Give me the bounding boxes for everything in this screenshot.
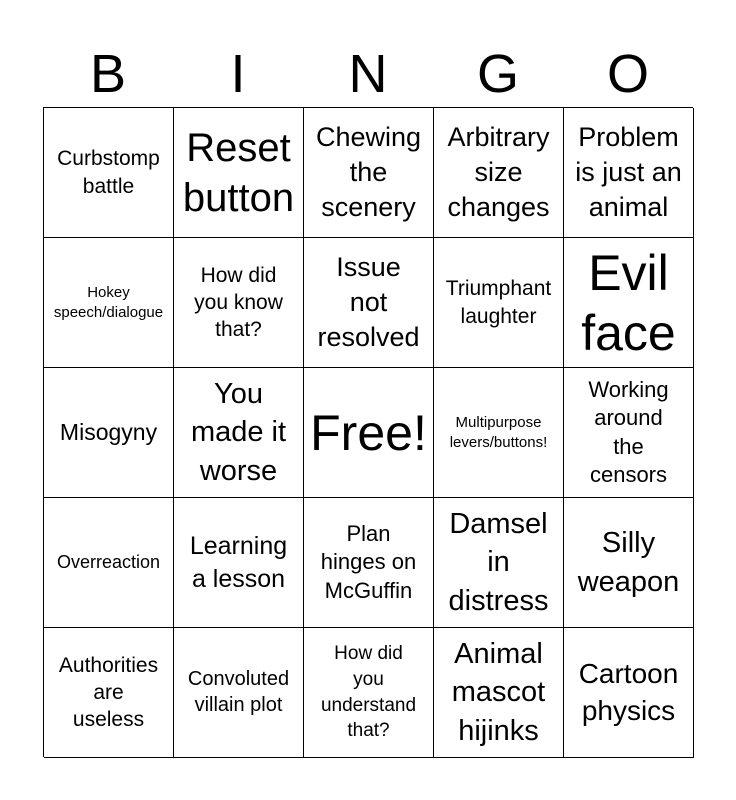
header-letter-n: N — [348, 44, 388, 104]
cell-text: Damsel in distress — [448, 508, 549, 617]
bingo-cell[interactable] — [304, 628, 434, 758]
bingo-board — [43, 107, 693, 757]
bingo-cell[interactable] — [434, 628, 564, 758]
bingo-cell[interactable] — [44, 628, 174, 758]
bingo-cell[interactable] — [434, 498, 564, 628]
bingo-cell[interactable] — [44, 368, 174, 498]
cell-text: Curbstomp battle — [57, 147, 160, 198]
bingo-cell[interactable] — [434, 238, 564, 368]
bingo-cell[interactable] — [44, 108, 174, 238]
cell-text: How did you know that? — [194, 263, 283, 342]
bingo-cell[interactable] — [434, 108, 564, 238]
cell-text: Misogyny — [59, 418, 158, 445]
cell-text: How did you understand that? — [320, 642, 417, 742]
bingo-cell[interactable] — [304, 108, 434, 238]
header-letter-o: O — [606, 44, 649, 104]
cell-text: Reset button — [182, 125, 295, 220]
cell-text: Animal mascot hijinks — [451, 638, 546, 747]
bingo-cell[interactable] — [304, 238, 434, 368]
header-letter-i: I — [230, 44, 246, 104]
cell-text: Free! — [310, 404, 427, 461]
cell-text: Plan hinges on McGuffin — [320, 520, 417, 603]
bingo-cell[interactable] — [174, 108, 304, 238]
bingo-cell[interactable] — [564, 108, 694, 238]
cell-text: Issue not resolved — [317, 251, 420, 353]
header-letter-b: B — [89, 44, 127, 104]
bingo-cell[interactable] — [564, 628, 694, 758]
cell-text: Evil face — [581, 244, 676, 361]
bingo-cell[interactable] — [564, 238, 694, 368]
bingo-cell[interactable] — [174, 498, 304, 628]
cell-text: Chewing the scenery — [315, 121, 422, 223]
cell-text: Triumphant laughter — [445, 277, 552, 328]
cell-text: Multipurpose levers/buttons! — [449, 414, 548, 451]
cell-text: You made it worse — [190, 378, 287, 487]
cell-text: Authorities are useless — [58, 653, 159, 732]
bingo-cell[interactable] — [174, 368, 304, 498]
cell-text: Overreaction — [56, 552, 161, 572]
cell-text: Cartoon physics — [578, 657, 679, 726]
cell-text: Convoluted villain plot — [187, 667, 290, 716]
bingo-cell[interactable] — [174, 238, 304, 368]
bingo-cell[interactable] — [304, 498, 434, 628]
bingo-cell[interactable] — [434, 368, 564, 498]
cell-text: Silly weapon — [577, 527, 680, 598]
bingo-cell[interactable] — [44, 238, 174, 368]
cell-text: Working around the censors — [588, 377, 669, 487]
cell-text: Problem is just an animal — [575, 121, 682, 223]
bingo-cell[interactable] — [564, 368, 694, 498]
bingo-cell[interactable] — [564, 498, 694, 628]
bingo-cell[interactable] — [174, 628, 304, 758]
free-space[interactable] — [304, 368, 434, 498]
cell-text: Arbitrary size changes — [447, 121, 550, 223]
bingo-header — [43, 40, 693, 108]
header-letter-g: G — [476, 44, 519, 104]
cell-text: Hokey speech/dialogue — [53, 284, 164, 321]
cell-text: Learning a lesson — [189, 532, 288, 593]
bingo-cell[interactable] — [44, 498, 174, 628]
